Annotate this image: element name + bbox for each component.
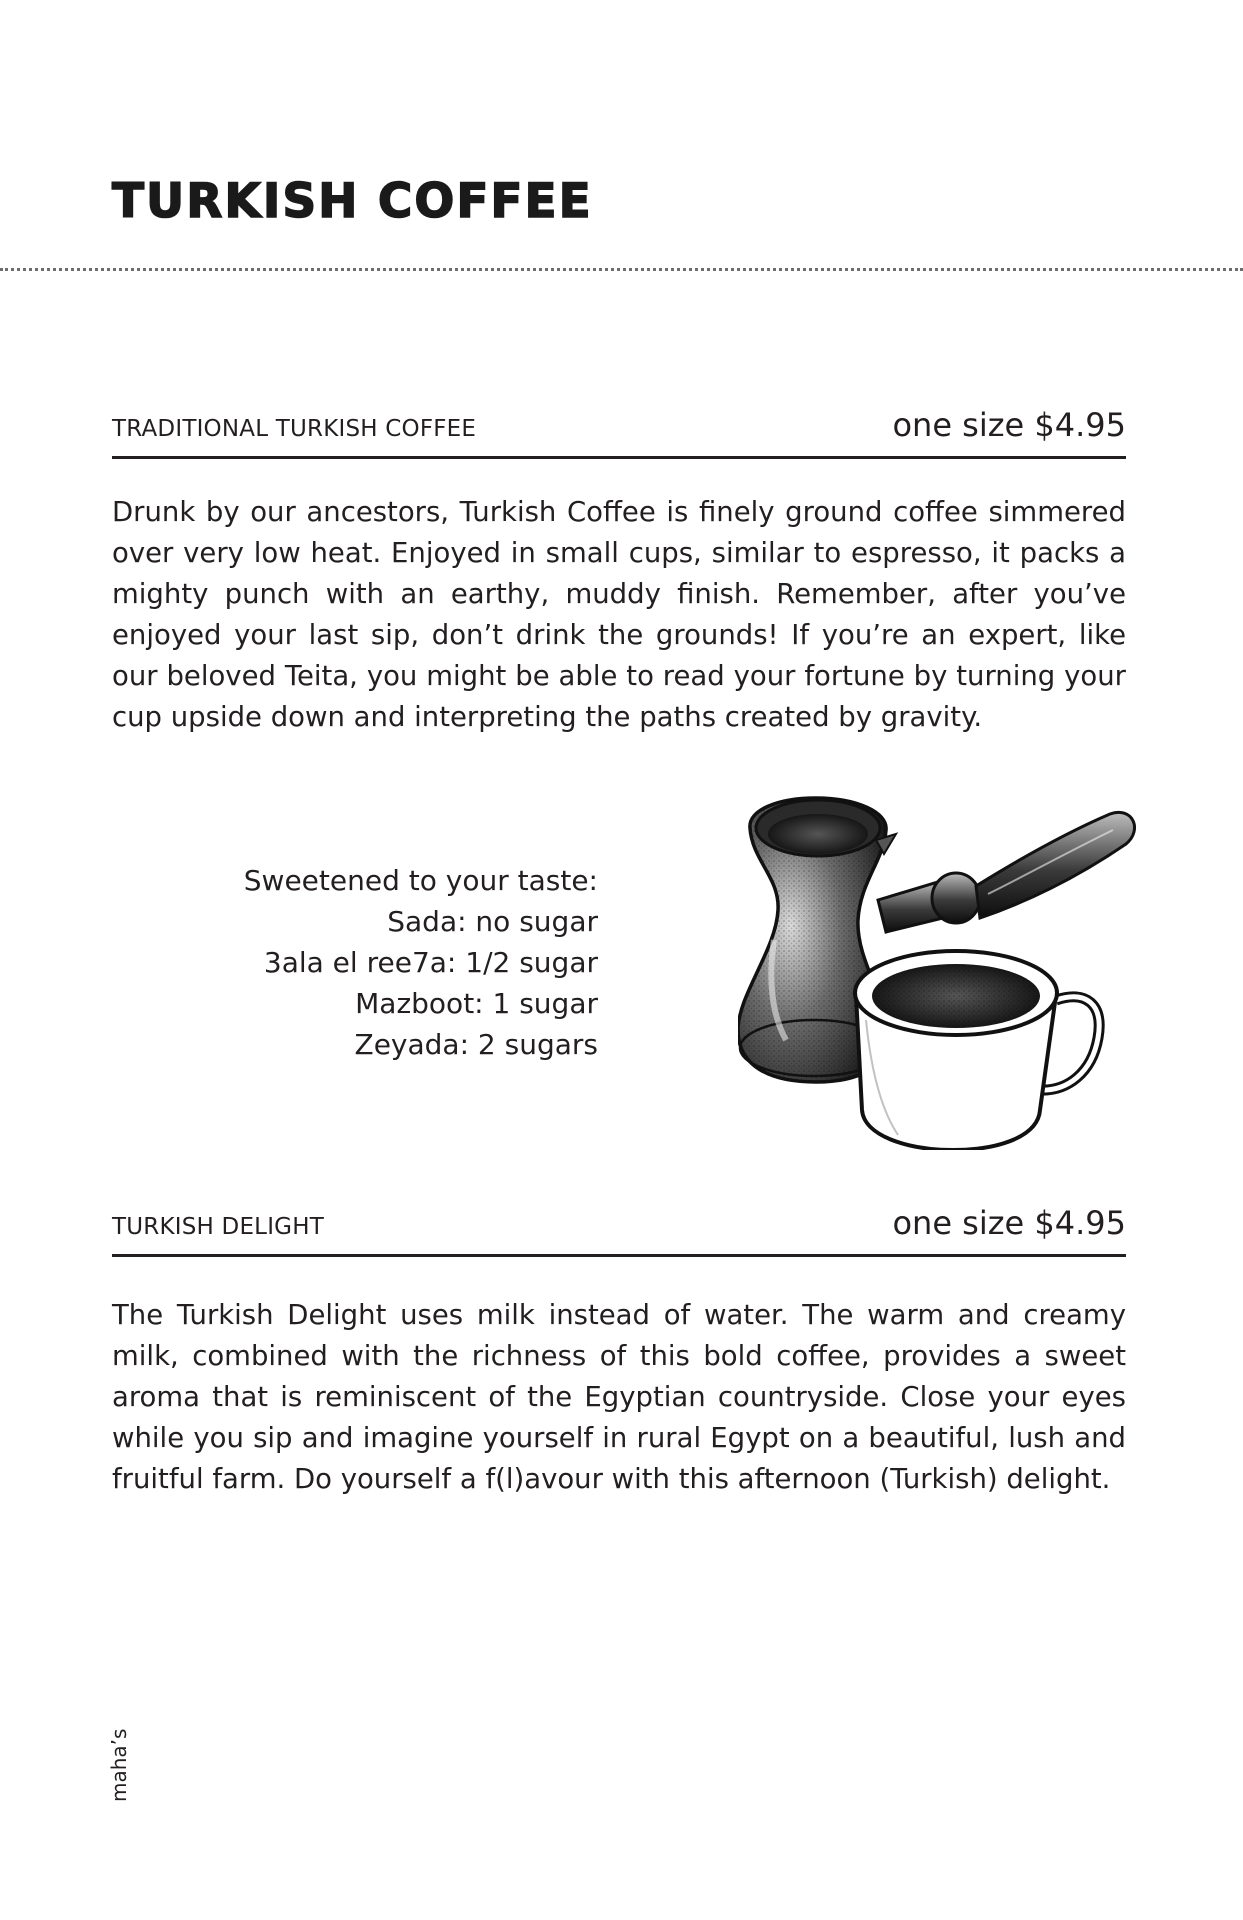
menu-item-price: one size $4.95 bbox=[892, 406, 1126, 444]
menu-item-header-traditional bbox=[112, 406, 1126, 459]
sweetness-option: 3ala el ree7a: 1/2 sugar bbox=[263, 946, 598, 979]
dotted-divider bbox=[0, 268, 1243, 271]
cezve-handle bbox=[878, 812, 1135, 932]
menu-item-header-turkish-delight bbox=[112, 1204, 1126, 1257]
sweetness-option: Mazboot: 1 sugar bbox=[355, 987, 598, 1020]
sweetness-option: Sada: no sugar bbox=[387, 905, 598, 938]
sweetness-heading: Sweetened to your taste: bbox=[243, 864, 598, 897]
menu-item-name: TURKISH DELIGHT bbox=[112, 1214, 324, 1240]
menu-item-name: TRADITIONAL TURKISH COFFEE bbox=[112, 416, 477, 442]
sweetness-option: Zeyada: 2 sugars bbox=[354, 1028, 598, 1061]
brand-label: maha’s bbox=[107, 1728, 131, 1802]
menu-item-description: Drunk by our ancestors, Turkish Coffee is finely ground coffee simmered over very low heat. Enjoyed in small cups, similar to espresso, it packs a mighty punch with an earthy, muddy finish. Remember, after you’ve enjoyed your last sip, don’t drink the grounds! If you’re an expert, like our beloved Teita, you might be able to read your fortune by turning your cup upside down and interpreting the paths created by gravity. bbox=[112, 496, 1126, 733]
menu-item-description: The Turkish Delight uses milk instead of water. The warm and creamy milk, combined with the richness of this bold coffee, provides a sweet aroma that is reminiscent of the Egyptian countryside. Close your eyes while you sip and imagine yourself in rural Egypt on a beautiful, lush and fruitful farm. Do yourself a f(l)avour with this afternoon (Turkish) delight. bbox=[112, 1299, 1126, 1495]
menu-item-price: one size $4.95 bbox=[892, 1204, 1126, 1242]
coffee-cup bbox=[855, 951, 1099, 1150]
coffee-pot-and-cup-illustration bbox=[738, 790, 1138, 1150]
sweetness-options bbox=[244, 860, 598, 1065]
page-title: TURKISH COFFEE bbox=[112, 174, 593, 229]
